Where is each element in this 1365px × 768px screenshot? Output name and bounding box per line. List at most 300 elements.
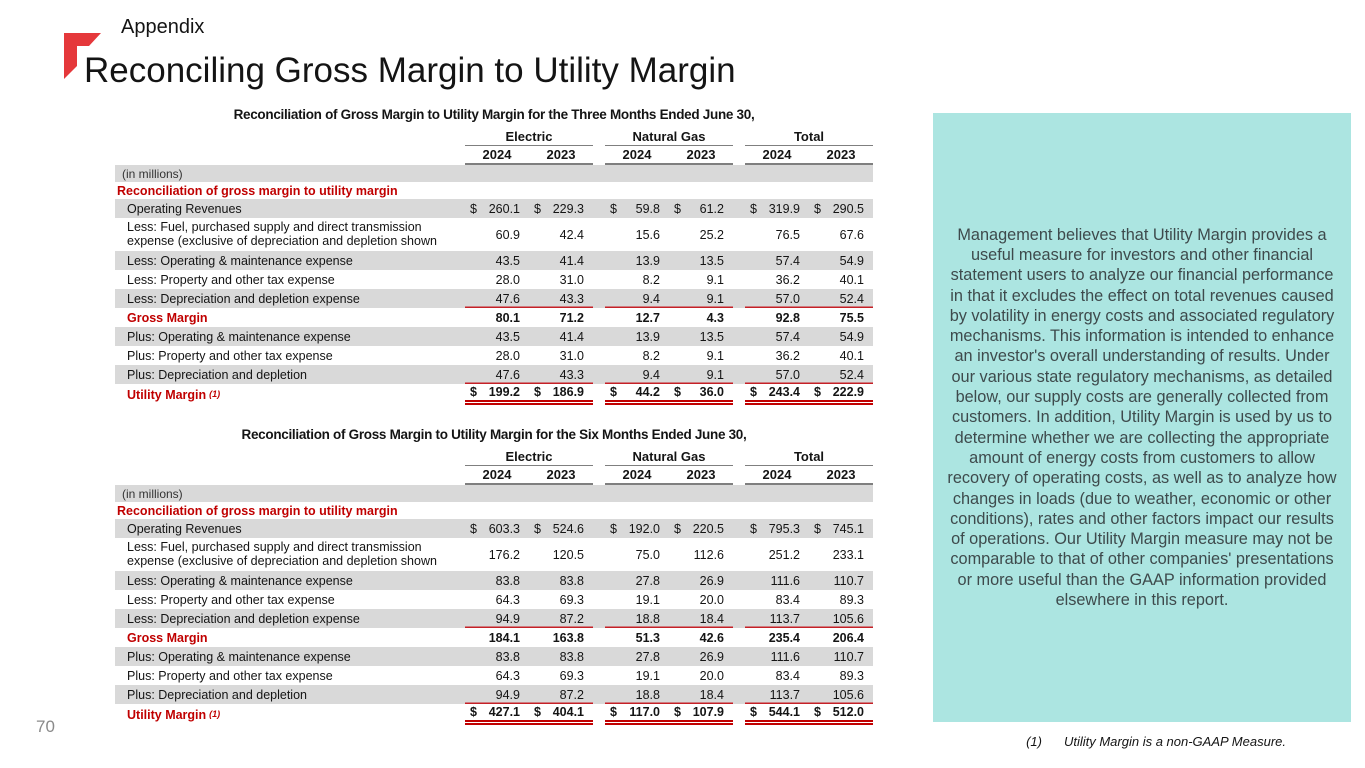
value-cell (669, 251, 733, 270)
value-cell (745, 609, 809, 628)
value: 43.5 (495, 253, 520, 268)
value: 427.1 (488, 705, 520, 719)
table-six-months (115, 427, 873, 725)
value: 64.3 (495, 592, 520, 607)
value: 27.8 (635, 649, 660, 664)
value-cell (669, 365, 733, 384)
value: 9.1 (706, 272, 724, 287)
value-cell (605, 251, 669, 270)
value: 544.1 (768, 705, 800, 719)
units-row (115, 485, 873, 502)
value: 31.0 (559, 348, 584, 363)
commentary-text: Management believes that Utility Margin provides a useful measure for investors and other financial statement users to analyze our financial performance in that it excludes the effect on total revenues caused by volatility in energy costs and associated regulatory mechanisms. This information is intended to enhance an investor's overall understanding of results. Under our various state regulatory mechanisms, as detailed below, our supply costs are generally collected from customers. In addition, Utility Margin is used by us to determine whether we are collecting the appropriate amount of energy costs from customers to allow recovery of operating costs, as well as to analyze how changes in loads (due to weather, economic or other conditions), rates and other factors impact our results of operations. Our Utility Margin measure may not be comparable to that of other companies' presentations or more useful than the GAAP information provided elsewhere in this report. (947, 225, 1337, 610)
value-cell (809, 289, 873, 308)
dollar-sign: $ (750, 201, 757, 216)
row-label: Less: Property and other tax expense (127, 272, 335, 287)
units-label: (in millions) (122, 486, 183, 501)
value-cell (465, 218, 529, 251)
value: 54.9 (839, 329, 864, 344)
value: 9.1 (706, 291, 724, 306)
year-label: 2024 (482, 467, 512, 482)
value: 54.9 (839, 253, 864, 268)
value-cell (529, 346, 593, 365)
value: 61.2 (699, 201, 724, 216)
year-label: 2024 (622, 147, 652, 162)
row-label: Plus: Depreciation and depletion (127, 687, 307, 702)
value: 57.0 (775, 367, 800, 382)
dollar-sign: $ (750, 385, 757, 399)
table-row (115, 270, 873, 289)
value-cell (745, 685, 809, 704)
value: 69.3 (559, 592, 584, 607)
value: 524.6 (552, 521, 584, 536)
value: 59.8 (635, 201, 660, 216)
value-cell (605, 704, 669, 725)
value: 42.4 (559, 227, 584, 242)
value-cell (669, 590, 733, 609)
value-cell (465, 289, 529, 308)
table-year-header (115, 467, 873, 485)
value: 44.2 (635, 385, 660, 399)
section-header-row (115, 182, 873, 199)
value: 235.4 (768, 630, 800, 645)
value: 36.2 (775, 272, 800, 287)
dollar-sign: $ (610, 705, 617, 719)
value-cell (529, 289, 593, 308)
value-cell (745, 251, 809, 270)
value: 83.4 (775, 668, 800, 683)
value: 18.8 (635, 687, 660, 702)
year-label: 2023 (546, 147, 576, 162)
value-cell (669, 704, 733, 725)
column-group-label: Total (745, 449, 873, 466)
value-cell (809, 685, 873, 704)
table-row (115, 519, 873, 538)
value-cell (529, 308, 593, 327)
value: 4.3 (706, 310, 724, 325)
value: 43.5 (495, 329, 520, 344)
value: 9.1 (706, 367, 724, 382)
dollar-sign: $ (470, 385, 477, 399)
value-cell (529, 590, 593, 609)
value-cell (669, 685, 733, 704)
dollar-sign: $ (534, 705, 541, 719)
value-cell (465, 538, 529, 571)
value-cell (809, 647, 873, 666)
year-label: 2023 (546, 467, 576, 482)
value-cell (605, 346, 669, 365)
value-cell (669, 199, 733, 218)
value-cell (809, 270, 873, 289)
row-label: Less: Fuel, purchased supply and direct transmission expense (exclusive of depreciation and depletion shown (127, 220, 437, 248)
value-cell (465, 519, 529, 538)
footnote-text: Utility Margin is a non-GAAP Measure. (1063, 734, 1286, 749)
value-cell (465, 327, 529, 346)
value-cell (465, 704, 529, 725)
row-label: Plus: Operating & maintenance expense (127, 649, 351, 664)
value-cell (745, 538, 809, 571)
value: 8.2 (642, 348, 660, 363)
value: 52.4 (839, 367, 864, 382)
dollar-sign: $ (674, 201, 681, 216)
value-cell (465, 666, 529, 685)
value: 120.5 (552, 547, 584, 562)
value: 110.7 (833, 649, 864, 664)
table-row (115, 308, 873, 327)
row-label: Plus: Property and other tax expense (127, 668, 333, 683)
value-cell (465, 346, 529, 365)
dollar-sign: $ (470, 705, 477, 719)
value: 67.6 (839, 227, 864, 242)
row-label: Operating Revenues (127, 201, 242, 216)
dollar-sign: $ (674, 521, 681, 536)
value-cell (669, 571, 733, 590)
value: 64.3 (495, 668, 520, 683)
value: 192.0 (628, 521, 660, 536)
value: 83.4 (775, 592, 800, 607)
dollar-sign: $ (814, 201, 821, 216)
table-row (115, 628, 873, 647)
value-cell (529, 251, 593, 270)
value: 60.9 (495, 227, 520, 242)
value: 105.6 (832, 611, 864, 626)
footnote-ref: (1) (209, 708, 221, 719)
section-header-label: Reconciliation of gross margin to utility margin (117, 503, 398, 518)
value-cell (529, 384, 593, 405)
table-three-months (115, 107, 873, 405)
value: 111.6 (770, 573, 800, 588)
value: 43.3 (559, 291, 584, 306)
value-cell (465, 365, 529, 384)
row-label: Plus: Depreciation and depletion (127, 367, 307, 382)
dollar-sign: $ (534, 521, 541, 536)
value-cell (465, 609, 529, 628)
value-cell (605, 289, 669, 308)
value: 222.9 (832, 385, 864, 399)
value: 26.9 (699, 649, 724, 664)
value: 83.8 (559, 649, 584, 664)
footnote-marker: (1) (1026, 734, 1042, 749)
value: 20.0 (699, 592, 724, 607)
table-row (115, 199, 873, 218)
value-cell (465, 270, 529, 289)
dollar-sign: $ (534, 201, 541, 216)
value-cell (669, 647, 733, 666)
value: 745.1 (832, 521, 864, 536)
table-row (115, 327, 873, 346)
table-caption: Reconciliation of Gross Margin to Utility Margin for the Three Months Ended June 30, (233, 107, 755, 122)
row-label: Less: Operating & maintenance expense (127, 253, 353, 268)
value-cell (605, 609, 669, 628)
value: 52.4 (839, 291, 864, 306)
value: 42.6 (699, 630, 724, 645)
value: 13.9 (635, 253, 660, 268)
value-cell (745, 199, 809, 218)
page-number: 70 (36, 717, 55, 736)
value: 18.4 (699, 687, 724, 702)
value-cell (809, 327, 873, 346)
value: 94.9 (495, 687, 520, 702)
value: 113.7 (769, 687, 800, 702)
value: 69.3 (559, 668, 584, 683)
value-cell (669, 346, 733, 365)
row-label: Utility Margin $^{(1)}$ (127, 387, 221, 402)
value-cell (809, 519, 873, 538)
units-row (115, 165, 873, 182)
dollar-sign: $ (470, 521, 477, 536)
value: 512.0 (832, 705, 864, 719)
value-cell (809, 666, 873, 685)
value-cell (605, 218, 669, 251)
value-cell (745, 308, 809, 327)
value-cell (465, 647, 529, 666)
dollar-sign: $ (610, 521, 617, 536)
value-cell (669, 384, 733, 405)
value: 795.3 (768, 521, 800, 536)
row-label: Plus: Operating & maintenance expense (127, 329, 351, 344)
row-label: Plus: Property and other tax expense (127, 348, 333, 363)
column-group-label: Electric (465, 129, 593, 146)
value-cell (809, 218, 873, 251)
table-caption: Reconciliation of Gross Margin to Utility Margin for the Six Months Ended June 30, (241, 427, 747, 442)
year-label: 2024 (762, 467, 792, 482)
value-cell (809, 384, 873, 405)
value: 75.0 (635, 547, 660, 562)
row-label: Gross Margin (127, 630, 208, 645)
value: 28.0 (495, 348, 520, 363)
value: 9.4 (642, 367, 660, 382)
value-cell (529, 365, 593, 384)
row-label: Less: Operating & maintenance expense (127, 573, 353, 588)
value: 40.1 (839, 272, 864, 287)
value: 87.2 (559, 687, 584, 702)
value: 404.1 (552, 705, 584, 719)
value-cell (809, 538, 873, 571)
value-cell (745, 590, 809, 609)
value: 199.2 (488, 385, 520, 399)
value: 26.9 (699, 573, 724, 588)
units-label: (in millions) (122, 166, 183, 181)
value: 41.4 (559, 253, 584, 268)
value-cell (605, 685, 669, 704)
table-row (115, 289, 873, 308)
value: 117.0 (629, 705, 660, 719)
column-group-label: Natural Gas (605, 449, 733, 466)
value: 19.1 (635, 668, 660, 683)
row-label: Less: Property and other tax expense (127, 592, 335, 607)
value: 18.8 (635, 611, 660, 626)
value: 260.1 (488, 201, 520, 216)
value-cell (465, 685, 529, 704)
value: 290.5 (832, 201, 864, 216)
dollar-sign: $ (814, 521, 821, 536)
value-cell (745, 365, 809, 384)
value-cell (529, 538, 593, 571)
value-cell (809, 571, 873, 590)
column-group-label: Electric (465, 449, 593, 466)
value-cell (605, 647, 669, 666)
value-cell (605, 571, 669, 590)
value-cell (529, 704, 593, 725)
year-label: 2024 (762, 147, 792, 162)
value: 36.2 (775, 348, 800, 363)
table-row (115, 685, 873, 704)
row-label: Less: Depreciation and depletion expense (127, 611, 360, 626)
row-label: Utility Margin $^{(1)}$ (127, 707, 221, 722)
value: 107.9 (692, 705, 724, 719)
value: 13.9 (635, 329, 660, 344)
dollar-sign: $ (610, 385, 617, 399)
value-cell (745, 289, 809, 308)
footnote (1026, 734, 1286, 749)
value: 36.0 (699, 385, 724, 399)
value-cell (605, 270, 669, 289)
value-cell (669, 666, 733, 685)
value: 233.1 (832, 547, 864, 562)
table-row (115, 365, 873, 384)
table-group-header (115, 449, 873, 466)
value: 83.8 (495, 649, 520, 664)
value-cell (669, 308, 733, 327)
value-cell (809, 628, 873, 647)
value-cell (745, 519, 809, 538)
value: 75.5 (839, 310, 864, 325)
value: 41.4 (559, 329, 584, 344)
dollar-sign: $ (674, 705, 681, 719)
dollar-sign: $ (814, 705, 821, 719)
value: 47.6 (495, 367, 520, 382)
commentary-box (933, 113, 1351, 722)
value: 28.0 (495, 272, 520, 287)
value-cell (529, 685, 593, 704)
table-row (115, 666, 873, 685)
value-cell (745, 704, 809, 725)
value: 220.5 (692, 521, 724, 536)
row-label: Operating Revenues (127, 521, 242, 536)
value-cell (465, 628, 529, 647)
page-title: Reconciling Gross Margin to Utility Margin (84, 51, 736, 90)
value-cell (809, 365, 873, 384)
value-cell (605, 666, 669, 685)
value-cell (605, 308, 669, 327)
value-cell (745, 384, 809, 405)
value-cell (529, 218, 593, 251)
value-cell (465, 590, 529, 609)
table-row (115, 538, 873, 571)
value: 57.0 (775, 291, 800, 306)
appendix-label: Appendix (121, 16, 205, 38)
value: 71.2 (559, 310, 584, 325)
value: 92.8 (775, 310, 800, 325)
value-cell (605, 628, 669, 647)
value-cell (809, 590, 873, 609)
value-cell (465, 571, 529, 590)
dollar-sign: $ (750, 705, 757, 719)
year-label: 2023 (686, 147, 716, 162)
value-cell (529, 571, 593, 590)
value-cell (809, 704, 873, 725)
value: 112.6 (693, 547, 724, 562)
table-row (115, 571, 873, 590)
value-cell (745, 327, 809, 346)
value: 80.1 (495, 310, 520, 325)
dollar-sign: $ (750, 521, 757, 536)
value: 186.9 (552, 385, 584, 399)
value: 13.5 (699, 329, 724, 344)
value: 20.0 (699, 668, 724, 683)
value: 15.6 (635, 227, 660, 242)
value-cell (529, 327, 593, 346)
value: 206.4 (832, 630, 864, 645)
dollar-sign: $ (470, 201, 477, 216)
year-label: 2024 (622, 467, 652, 482)
value-cell (529, 609, 593, 628)
section-header-label: Reconciliation of gross margin to utility margin (117, 183, 398, 198)
value-cell (529, 199, 593, 218)
value-cell (809, 346, 873, 365)
value-cell (605, 590, 669, 609)
value: 9.1 (706, 348, 724, 363)
value-cell (809, 609, 873, 628)
value: 184.1 (488, 630, 520, 645)
value: 8.2 (642, 272, 660, 287)
dollar-sign: $ (610, 201, 617, 216)
value-cell (605, 384, 669, 405)
row-label: Less: Fuel, purchased supply and direct transmission expense (exclusive of depreciation and depletion shown (127, 540, 437, 568)
year-label: 2023 (686, 467, 716, 482)
row-label: Gross Margin (127, 310, 208, 325)
table-group-header (115, 129, 873, 146)
value: 47.6 (495, 291, 520, 306)
value-cell (745, 647, 809, 666)
dollar-sign: $ (534, 385, 541, 399)
value-cell (745, 571, 809, 590)
table-row (115, 218, 873, 251)
value-cell (529, 647, 593, 666)
value: 40.1 (839, 348, 864, 363)
row-label: Less: Depreciation and depletion expense (127, 291, 360, 306)
value-cell (669, 218, 733, 251)
value-cell (745, 628, 809, 647)
value: 12.7 (635, 310, 660, 325)
table-row (115, 590, 873, 609)
value: 9.4 (642, 291, 660, 306)
value-cell (669, 270, 733, 289)
value-cell (465, 384, 529, 405)
value-cell (669, 609, 733, 628)
table-year-header (115, 147, 873, 165)
value-cell (669, 327, 733, 346)
table-row (115, 609, 873, 628)
value: 163.8 (552, 630, 584, 645)
value: 111.6 (770, 649, 800, 664)
value: 18.4 (699, 611, 724, 626)
value: 105.6 (832, 687, 864, 702)
value-cell (529, 666, 593, 685)
value-cell (745, 270, 809, 289)
value-cell (605, 519, 669, 538)
value: 43.3 (559, 367, 584, 382)
value-cell (465, 199, 529, 218)
table-row (115, 384, 873, 405)
table-row (115, 704, 873, 725)
value: 243.4 (768, 385, 800, 399)
value: 51.3 (635, 630, 660, 645)
value: 13.5 (699, 253, 724, 268)
value-cell (529, 519, 593, 538)
value-cell (669, 538, 733, 571)
value-cell (605, 538, 669, 571)
